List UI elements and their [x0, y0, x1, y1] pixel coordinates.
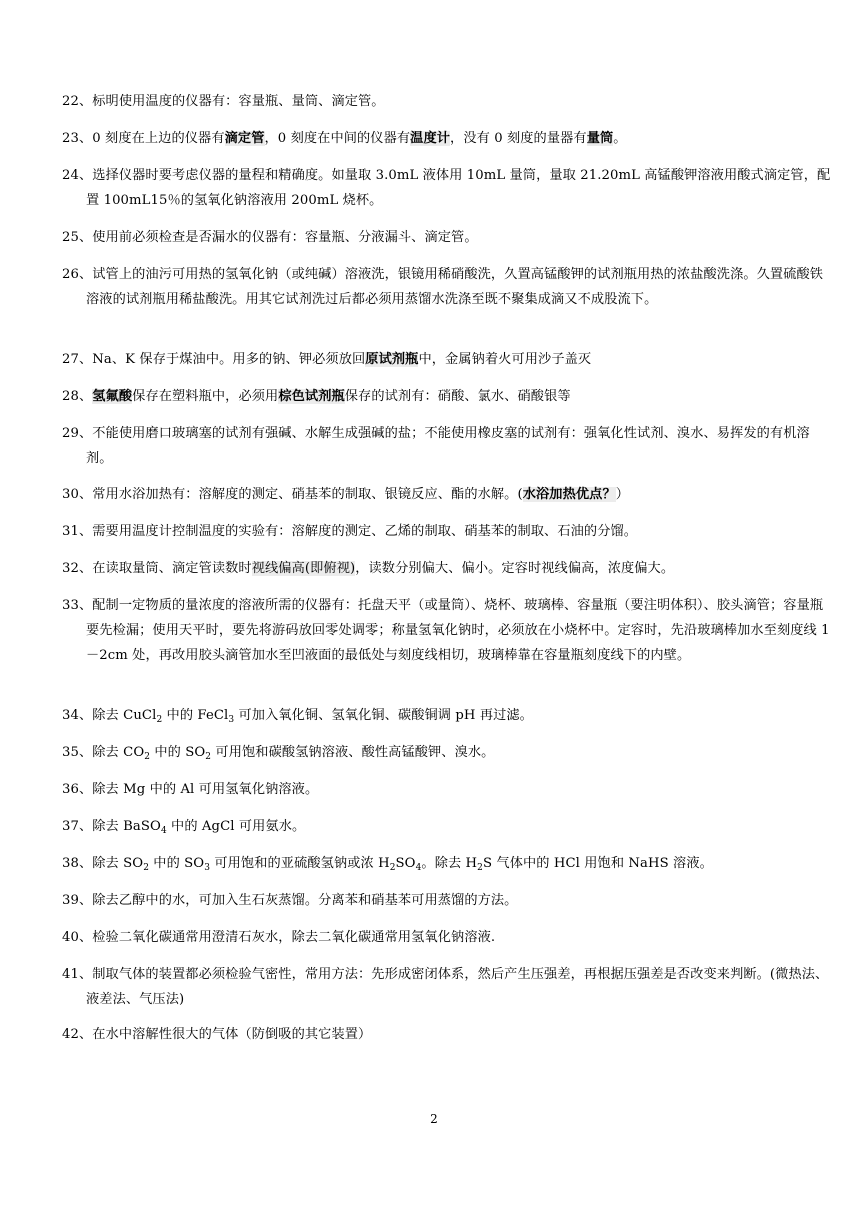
item-33: 33、配制一定物质的量浓度的溶液所需的仪器有：托盘天平（或量筒）、烧杯、玻璃棒、容量瓶（要注明体积）、胶头滴管；容量瓶要先检漏；使用天平时，要先将游码放回零处调零；称量氢氧化钠时，必须放在小烧杯中。定容时，先沿玻璃棒加水至刻度线 1－2cm 处，再改用胶头滴管加水至凹液面的最低处与刻度线相切，玻璃棒靠在容量瓶刻度线下的内壁。	[62, 598, 830, 663]
page-number: 2	[430, 1112, 438, 1126]
highlight-water-bath: 水浴加热优点？	[522, 487, 616, 502]
item-38: 38、除去 $SO_2$ 中的 $SO_3$ 可用饱和的亚硫酸氢钠或浓 $H_2SO_4$。除去 $H_2S$ 气体中的 HCl 用饱和 NaHS 溶液。	[62, 856, 713, 873]
item-27: 27、Na、K 保存于煤油中。用多的钠、钾必须放回原试剂瓶中，金属钠着火可用沙子盖灭	[62, 352, 592, 367]
item-30: 30、常用水浴加热有：溶解度的测定、硝基苯的制取、银镜反应、酯的水解。(水浴加热优点？）	[62, 487, 630, 502]
item-26: 26、试管上的油污可用热的氢氧化钠（或纯碱）溶液洗，银镜用稀硝酸洗，久置高锰酸钾的试剂瓶用热的浓盐酸洗涤。久置硫酸铁溶液的试剂瓶用稀盐酸洗。用其它试剂洗过后都必须用蒸馏水洗涤至既不聚集成滴又不成股流下。	[62, 267, 824, 307]
highlight-cylinder: 量筒	[586, 131, 614, 146]
item-31: 31、需要用温度计控制温度的实验有：溶解度的测定、乙烯的制取、硝基苯的制取、石油的分馏。	[62, 524, 638, 539]
item-23: 23、0 刻度在上边的仪器有滴定管，0 刻度在中间的仪器有温度计，没有 0 刻度的量器有量筒。	[62, 131, 627, 146]
item-42: 42、在水中溶解性很大的气体（防倒吸的其它装置）	[62, 1027, 372, 1042]
highlight-hf: 氢氟酸	[92, 389, 133, 404]
item-25: 25、使用前必须检查是否漏水的仪器有：容量瓶、分液漏斗、滴定管。	[62, 230, 478, 245]
highlight-brown-bottle: 棕色试剂瓶	[278, 389, 345, 404]
item-36: 36、除去 Mg 中的 Al 可用氢氧化钠溶液。	[62, 782, 319, 797]
item-35: 35、除去 $CO_2$ 中的 $SO_2$ 可用饱和碳酸氢钠溶液、酸性高锰酸钾、溴水。	[62, 745, 495, 762]
highlight-burette: 滴定管	[224, 131, 265, 146]
item-41: 41、制取气体的装置都必须检验气密性，常用方法：先形成密闭体系，然后产生压强差，再根据压强差是否改变来判断。(微热法、液差法、气压法)	[62, 967, 829, 1007]
item-40: 40、检验二氧化碳通常用澄清石灰水，除去二氧化碳通常用氢氧化钠溶液.	[62, 930, 496, 945]
item-29: 29、不能使用磨口玻璃塞的试剂有强碱、水解生成强碱的盐；不能使用橡皮塞的试剂有：强氧化性试剂、溴水、易挥发的有机溶剂。	[62, 426, 810, 466]
highlight-sight-high: 视线偏高(即俯视)	[251, 561, 356, 576]
highlight-thermometer: 温度计	[410, 131, 451, 146]
item-24: 24、选择仪器时要考虑仪器的量程和精确度。如量取 3.0mL 液体用 10mL 量筒，量取 21.20mL 高锰酸钾溶液用酸式滴定管，配置 100mL15％的氢氧化钠溶液用 200mL 烧杯。	[62, 168, 831, 208]
item-39: 39、除去乙醇中的水，可加入生石灰蒸馏。分离苯和硝基苯可用蒸馏的方法。	[62, 893, 518, 908]
item-34: 34、除去 CuCl$_2$ 中的 FeCl$_3$ 可加入氧化铜、氢氧化铜、碳酸铜调 pH 再过滤。	[62, 708, 533, 725]
item-28: 28、氢氟酸保存在塑料瓶中，必须用棕色试剂瓶保存的试剂有：硝酸、氯水、硝酸银等	[62, 389, 571, 404]
item-32: 32、在读取量筒、滴定管读数时视线偏高(即俯视)，读数分别偏大、偏小。定容时视线偏高，浓度偏大。	[62, 561, 675, 576]
item-37: 37、除去 BaSO$_4$ 中的 AgCl 可用氨水。	[62, 819, 306, 836]
highlight-original-bottle: 原试剂瓶	[365, 352, 419, 367]
item-22: 22、标明使用温度的仪器有：容量瓶、量筒、滴定管。	[62, 94, 385, 109]
